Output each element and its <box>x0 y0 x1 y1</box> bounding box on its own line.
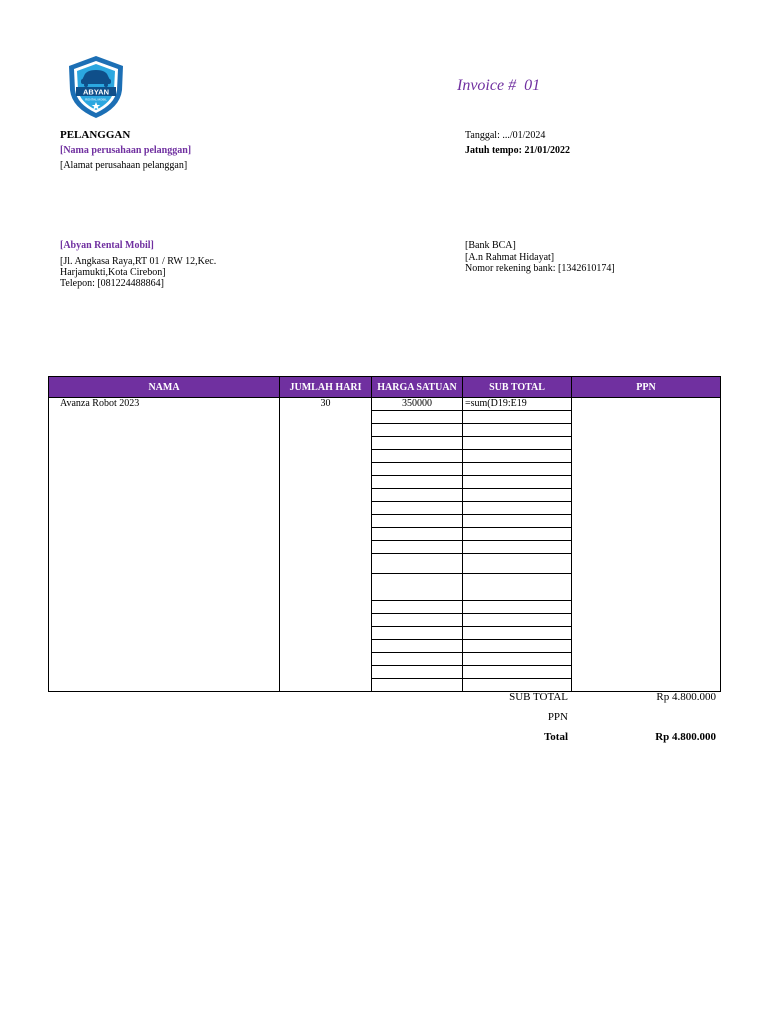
customer-company: [Nama perusahaan pelanggan] <box>60 145 192 156</box>
empty-cell <box>49 666 280 679</box>
table-row-empty <box>49 554 721 574</box>
total-label: Total <box>543 731 568 743</box>
col-header-jumlah-hari: JUMLAH HARI <box>280 377 372 398</box>
logo-text: ABYAN <box>83 87 109 97</box>
empty-cell <box>572 541 721 554</box>
ppn-label: PPN <box>547 711 568 723</box>
table-row-empty <box>49 450 721 463</box>
table-row-empty <box>49 528 721 541</box>
empty-cell <box>49 574 280 601</box>
empty-cell <box>49 614 280 627</box>
table-row-empty <box>49 476 721 489</box>
empty-cell <box>572 679 721 692</box>
empty-cell <box>372 679 463 692</box>
due-date: Jatuh tempo: 21/01/2022 <box>465 145 570 156</box>
table-row-empty <box>49 627 721 640</box>
empty-cell <box>49 541 280 554</box>
empty-cell <box>280 463 372 476</box>
empty-cell <box>372 666 463 679</box>
table-row-empty <box>49 679 721 692</box>
empty-cell <box>49 476 280 489</box>
empty-cell <box>372 653 463 666</box>
empty-cell <box>280 679 372 692</box>
empty-cell <box>572 502 721 515</box>
empty-cell <box>572 437 721 450</box>
table-header-row <box>49 377 721 398</box>
empty-cell <box>463 640 572 653</box>
empty-cell <box>49 554 280 574</box>
empty-cell <box>280 528 372 541</box>
empty-cell <box>463 476 572 489</box>
empty-cell <box>280 627 372 640</box>
table-row-empty <box>49 424 721 437</box>
col-header-ppn: PPN <box>572 377 721 398</box>
empty-cell <box>280 437 372 450</box>
empty-cell <box>463 489 572 502</box>
total-value: Rp 4.800.000 <box>655 731 716 743</box>
bank-account-holder: [A.n Rahmat Hidayat] <box>465 252 555 263</box>
empty-cell <box>463 411 572 424</box>
vendor-name: [Abyan Rental Mobil] <box>60 240 154 251</box>
empty-cell <box>463 463 572 476</box>
empty-cell <box>280 601 372 614</box>
empty-cell <box>280 554 372 574</box>
empty-cell <box>49 411 280 424</box>
empty-cell <box>280 640 372 653</box>
empty-cell <box>572 528 721 541</box>
vendor-address-line-1: [Jl. Angkasa Raya,RT 01 / RW 12,Kec. <box>60 256 217 267</box>
empty-cell <box>463 541 572 554</box>
shield-logo-icon <box>66 54 126 120</box>
empty-cell <box>463 653 572 666</box>
empty-cell <box>572 411 721 424</box>
empty-cell <box>372 554 463 574</box>
empty-cell <box>372 640 463 653</box>
empty-cell <box>463 666 572 679</box>
cell-harga-satuan: 350000 <box>372 398 463 411</box>
table-row-empty <box>49 515 721 528</box>
empty-cell <box>49 502 280 515</box>
table-row-empty <box>49 411 721 424</box>
empty-cell <box>572 653 721 666</box>
table-row-empty <box>49 640 721 653</box>
empty-cell <box>463 515 572 528</box>
empty-cell <box>572 627 721 640</box>
table-row-empty <box>49 614 721 627</box>
bank-name: [Bank BCA] <box>465 240 516 251</box>
empty-cell <box>463 424 572 437</box>
table-row-empty <box>49 502 721 515</box>
empty-cell <box>372 601 463 614</box>
empty-cell <box>49 528 280 541</box>
empty-cell <box>372 424 463 437</box>
table-row-empty <box>49 541 721 554</box>
empty-cell <box>463 554 572 574</box>
empty-cell <box>49 653 280 666</box>
cell-ppn <box>572 398 721 411</box>
empty-cell <box>463 528 572 541</box>
cell-nama: Avanza Robot 2023 <box>49 398 280 411</box>
table-row-empty <box>49 489 721 502</box>
empty-cell <box>372 574 463 601</box>
empty-cell <box>572 554 721 574</box>
invoice-title: Invoice # 01 <box>457 77 541 94</box>
empty-cell <box>280 653 372 666</box>
empty-cell <box>280 515 372 528</box>
empty-cell <box>49 437 280 450</box>
empty-cell <box>463 450 572 463</box>
empty-cell <box>572 515 721 528</box>
empty-cell <box>49 424 280 437</box>
empty-cell <box>49 627 280 640</box>
empty-cell <box>372 627 463 640</box>
empty-cell <box>572 450 721 463</box>
subtotal-label: SUB TOTAL <box>509 691 568 703</box>
empty-cell <box>372 502 463 515</box>
empty-cell <box>463 437 572 450</box>
empty-cell <box>372 437 463 450</box>
empty-cell <box>280 614 372 627</box>
empty-cell <box>463 614 572 627</box>
empty-cell <box>372 411 463 424</box>
customer-address: [Alamat perusahaan pelanggan] <box>60 160 188 171</box>
empty-cell <box>280 489 372 502</box>
empty-cell <box>49 515 280 528</box>
subtotal-value: Rp 4.800.000 <box>656 691 716 703</box>
empty-cell <box>463 679 572 692</box>
col-header-harga-satuan: HARGA SATUAN <box>372 377 463 398</box>
table-row-empty <box>49 653 721 666</box>
vendor-address-line-2: Harjamukti,Kota Cirebon] <box>60 267 166 278</box>
table-row-empty <box>49 666 721 679</box>
table-row-empty <box>49 601 721 614</box>
empty-cell <box>372 450 463 463</box>
invoice-date: Tanggal: .../01/2024 <box>465 130 546 141</box>
empty-cell <box>280 666 372 679</box>
col-header-nama: NAMA <box>49 377 280 398</box>
empty-cell <box>280 574 372 601</box>
empty-cell <box>49 679 280 692</box>
cell-sub-total: =sum(D19:E19 <box>463 398 572 411</box>
empty-cell <box>280 476 372 489</box>
empty-cell <box>372 489 463 502</box>
col-header-sub-total: SUB TOTAL <box>463 377 572 398</box>
bank-account-number: Nomor rekening bank: [1342610174] <box>465 263 615 274</box>
empty-cell <box>372 614 463 627</box>
cell-jumlah-hari: 30 <box>280 398 372 411</box>
empty-cell <box>372 528 463 541</box>
empty-cell <box>49 601 280 614</box>
table-row-empty <box>49 437 721 450</box>
empty-cell <box>463 502 572 515</box>
logo-subtext: RENTAL MOBIL <box>85 97 107 102</box>
items-table <box>48 376 721 692</box>
empty-cell <box>572 574 721 601</box>
empty-cell <box>49 450 280 463</box>
empty-cell <box>463 601 572 614</box>
empty-cell <box>463 627 572 640</box>
company-logo <box>66 54 126 120</box>
empty-cell <box>280 411 372 424</box>
empty-cell <box>280 502 372 515</box>
empty-cell <box>572 489 721 502</box>
empty-cell <box>49 463 280 476</box>
empty-cell <box>572 666 721 679</box>
customer-heading: PELANGGAN <box>60 129 131 141</box>
empty-cell <box>572 424 721 437</box>
empty-cell <box>572 640 721 653</box>
empty-cell <box>463 574 572 601</box>
empty-cell <box>280 450 372 463</box>
empty-cell <box>572 463 721 476</box>
table-row-empty <box>49 463 721 476</box>
empty-cell <box>372 463 463 476</box>
empty-cell <box>49 640 280 653</box>
empty-cell <box>49 489 280 502</box>
empty-cell <box>372 515 463 528</box>
empty-cell <box>280 541 372 554</box>
table-row <box>49 398 721 411</box>
empty-cell <box>572 614 721 627</box>
empty-cell <box>372 541 463 554</box>
empty-cell <box>572 601 721 614</box>
table-row-empty <box>49 574 721 601</box>
empty-cell <box>280 424 372 437</box>
empty-cell <box>572 476 721 489</box>
empty-cell <box>372 476 463 489</box>
vendor-phone: Telepon: [081224488864] <box>60 278 165 289</box>
